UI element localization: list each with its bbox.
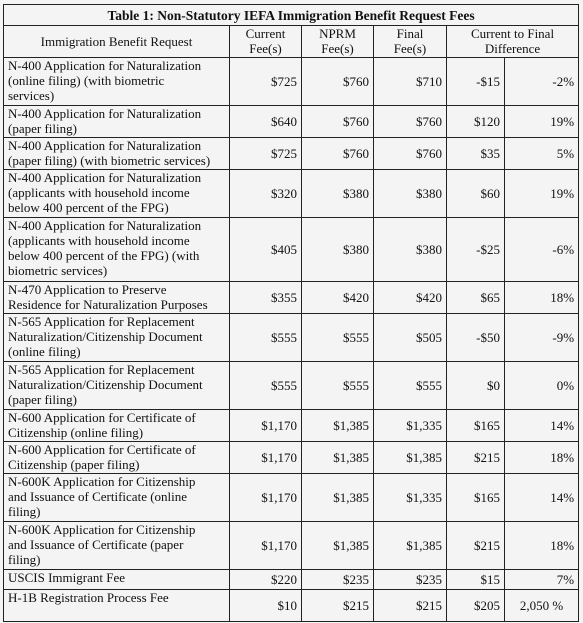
- cell-pct: -9%: [505, 314, 579, 362]
- cell-final: $760: [374, 106, 447, 138]
- cell-current: $1,170: [230, 410, 302, 442]
- cell-final: $760: [374, 138, 447, 170]
- cell-nprm: $1,385: [302, 522, 374, 570]
- cell-request: N-565 Application for Replacement Naturalization/Citizenship Document (online filing): [4, 314, 230, 362]
- cell-pct: 14%: [505, 410, 579, 442]
- table-row: [4, 474, 579, 522]
- cell-diff: $35: [447, 138, 505, 170]
- cell-nprm: $555: [302, 362, 374, 410]
- cell-diff: -$15: [447, 58, 505, 106]
- cell-final: $420: [374, 282, 447, 314]
- cell-final: $235: [374, 570, 447, 590]
- cell-pct: 5%: [505, 138, 579, 170]
- cell-final: $215: [374, 590, 447, 622]
- cell-current: $10: [230, 590, 302, 622]
- table-row: [4, 362, 579, 410]
- cell-request: N-400 Application for Naturalization (applicants with household income below 400 percent of the FPG): [4, 170, 230, 218]
- cell-final: $505: [374, 314, 447, 362]
- cell-request: USCIS Immigrant Fee: [4, 570, 230, 590]
- cell-pct: -2%: [505, 58, 579, 106]
- cell-final: $1,335: [374, 410, 447, 442]
- cell-diff: -$50: [447, 314, 505, 362]
- cell-nprm: $380: [302, 170, 374, 218]
- cell-pct: 2,050 %: [505, 590, 579, 622]
- cell-current: $1,170: [230, 474, 302, 522]
- cell-final: $380: [374, 218, 447, 282]
- cell-final: $1,385: [374, 442, 447, 474]
- cell-pct: 18%: [505, 282, 579, 314]
- cell-nprm: $1,385: [302, 442, 374, 474]
- cell-diff: $165: [447, 474, 505, 522]
- table-row: [4, 58, 579, 106]
- cell-pct: -6%: [505, 218, 579, 282]
- cell-final: $710: [374, 58, 447, 106]
- cell-final: $1,335: [374, 474, 447, 522]
- cell-current: $555: [230, 362, 302, 410]
- cell-request: N-565 Application for Replacement Naturalization/Citizenship Document (paper filing): [4, 362, 230, 410]
- cell-diff: $120: [447, 106, 505, 138]
- header-request: Immigration Benefit Request: [4, 26, 230, 58]
- cell-current: $1,170: [230, 442, 302, 474]
- cell-current: $555: [230, 314, 302, 362]
- cell-nprm: $760: [302, 58, 374, 106]
- table-row: [4, 314, 579, 362]
- cell-final: $380: [374, 170, 447, 218]
- cell-current: $220: [230, 570, 302, 590]
- cell-current: $320: [230, 170, 302, 218]
- cell-request: N-470 Application to Preserve Residence for Naturalization Purposes: [4, 282, 230, 314]
- cell-pct: 14%: [505, 474, 579, 522]
- table-row: [4, 282, 579, 314]
- cell-request: N-600K Application for Citizenship and Issuance of Certificate (paper filing): [4, 522, 230, 570]
- cell-pct: 18%: [505, 522, 579, 570]
- cell-diff: $65: [447, 282, 505, 314]
- cell-request: N-400 Application for Naturalization (paper filing) (with biometric services): [4, 138, 230, 170]
- table-row: [4, 522, 579, 570]
- cell-current: $405: [230, 218, 302, 282]
- header-final: Final Fee(s): [374, 26, 447, 58]
- cell-request: H-1B Registration Process Fee: [4, 590, 230, 622]
- cell-pct: 18%: [505, 442, 579, 474]
- cell-diff: $215: [447, 442, 505, 474]
- table-row: [4, 106, 579, 138]
- cell-diff: $165: [447, 410, 505, 442]
- header-difference: Current to Final Difference: [447, 26, 579, 58]
- cell-nprm: $760: [302, 106, 374, 138]
- cell-nprm: $380: [302, 218, 374, 282]
- table-row: [4, 410, 579, 442]
- cell-pct: 7%: [505, 570, 579, 590]
- cell-current: $725: [230, 138, 302, 170]
- cell-diff: $60: [447, 170, 505, 218]
- cell-current: $725: [230, 58, 302, 106]
- fees-table: [3, 4, 579, 622]
- table-row: [4, 138, 579, 170]
- cell-current: $1,170: [230, 522, 302, 570]
- cell-request: N-600 Application for Certificate of Citizenship (online filing): [4, 410, 230, 442]
- table-row: [4, 590, 579, 622]
- cell-nprm: $1,385: [302, 474, 374, 522]
- cell-request: N-400 Application for Naturalization (paper filing): [4, 106, 230, 138]
- header-current: Current Fee(s): [230, 26, 302, 58]
- cell-diff: $15: [447, 570, 505, 590]
- cell-final: $555: [374, 362, 447, 410]
- cell-nprm: $760: [302, 138, 374, 170]
- table-row: [4, 570, 579, 590]
- cell-pct: 0%: [505, 362, 579, 410]
- cell-diff: $0: [447, 362, 505, 410]
- cell-nprm: $1,385: [302, 410, 374, 442]
- table-row: [4, 442, 579, 474]
- cell-request: N-400 Application for Naturalization (applicants with household income below 400 percent of the FPG) (with biometric services): [4, 218, 230, 282]
- cell-final: $1,385: [374, 522, 447, 570]
- table-row: [4, 218, 579, 282]
- table-row: [4, 170, 579, 218]
- cell-diff: -$25: [447, 218, 505, 282]
- header-nprm: NPRM Fee(s): [302, 26, 374, 58]
- cell-pct: 19%: [505, 170, 579, 218]
- cell-nprm: $235: [302, 570, 374, 590]
- cell-request: N-600 Application for Certificate of Citizenship (paper filing): [4, 442, 230, 474]
- cell-request: N-400 Application for Naturalization (online filing) (with biometric services): [4, 58, 230, 106]
- cell-nprm: $555: [302, 314, 374, 362]
- cell-nprm: $215: [302, 590, 374, 622]
- cell-diff: $215: [447, 522, 505, 570]
- table-caption: Table 1: Non-Statutory IEFA Immigration Benefit Request Fees: [4, 5, 579, 26]
- cell-request: N-600K Application for Citizenship and Issuance of Certificate (online filing): [4, 474, 230, 522]
- cell-nprm: $420: [302, 282, 374, 314]
- cell-current: $640: [230, 106, 302, 138]
- cell-pct: 19%: [505, 106, 579, 138]
- cell-current: $355: [230, 282, 302, 314]
- cell-diff: $205: [447, 590, 505, 622]
